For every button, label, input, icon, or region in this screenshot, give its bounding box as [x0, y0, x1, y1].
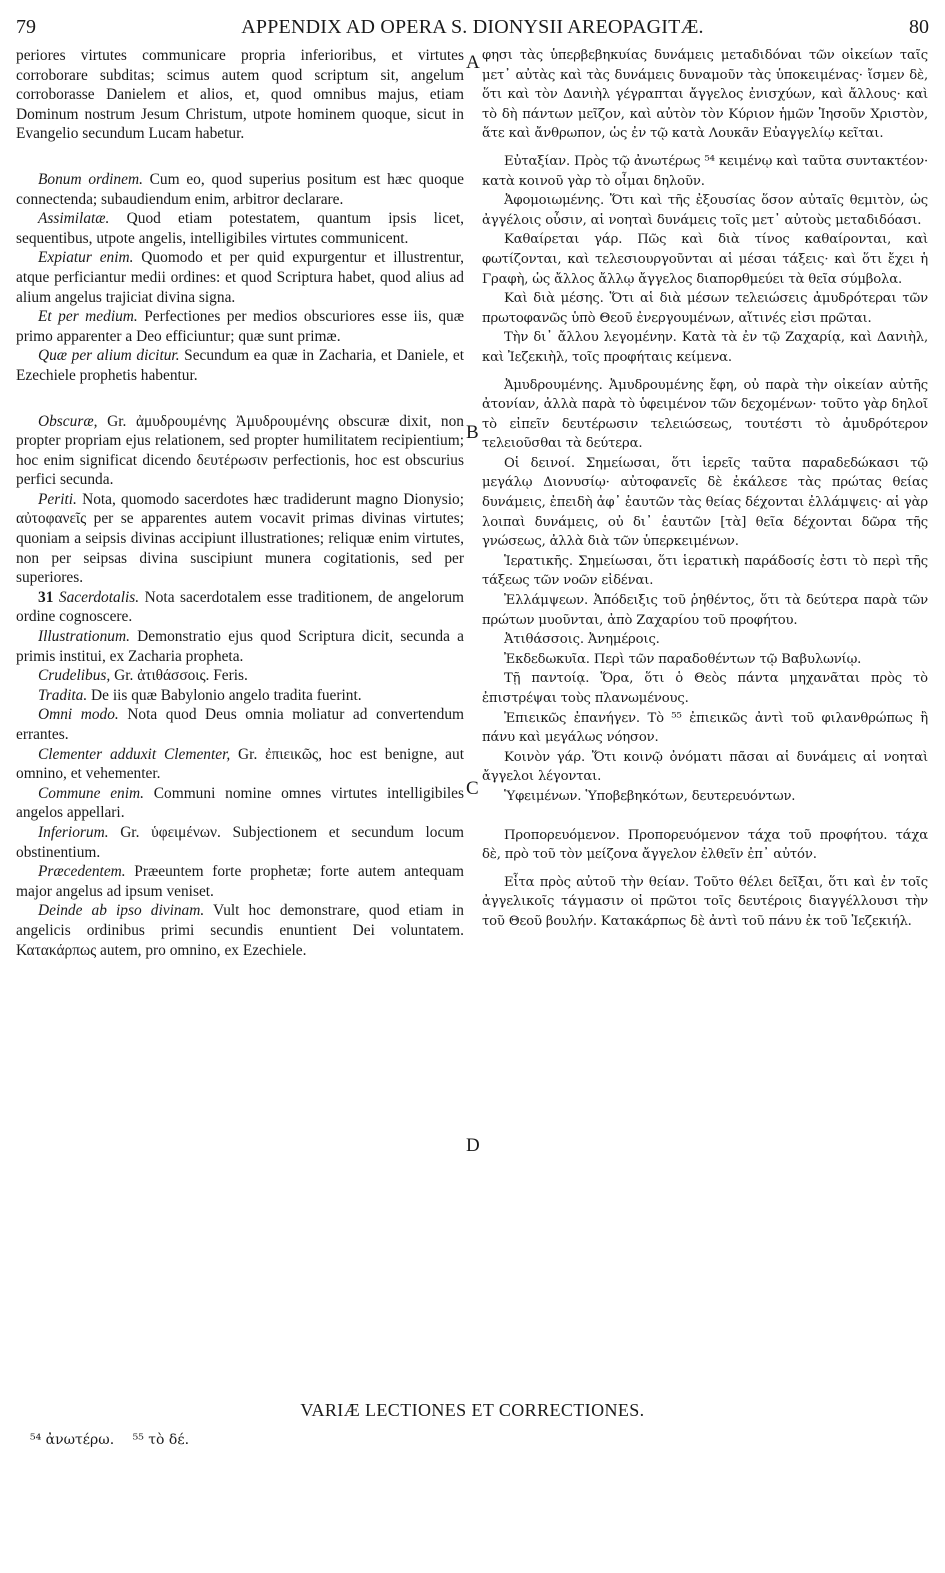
- commentary-text: Quod etiam potestatem, quantum ipsis licet, sequentibus, utpote angelis, intelligibiles virtutes communicent.: [16, 210, 464, 247]
- commentary-text: Præeuntem forte prophetæ; forte autem antequam major angelus ad ipsum veniset.: [16, 863, 464, 900]
- commentary-text: Quomodo et per quid expurgentur et illustrentur, atque perficiantur medii ordines: et quod Scriptura habet, quod alius ad alium angelus trajiciat divina signa.: [16, 249, 464, 306]
- commentary-text: Τὸ ⁵⁵ ἐπιεικῶς ἀντὶ τοῦ φιλανθρώπως ἢ πάνυ καὶ μεγάλως νόησον.: [482, 710, 929, 746]
- lemma: Τῇ παντοίᾳ.: [504, 671, 590, 687]
- greek-paragraph: [482, 328, 928, 367]
- greek-paragraph: [482, 748, 928, 787]
- lemma: Ὑφειμένων.: [504, 788, 582, 804]
- latin-paragraph: [16, 490, 464, 588]
- commentary-text: Ὅτι αἱ διὰ μέσων τελειώσεις ἀμυδρότεραι τῶν πρωτοφανῶς ὑπὸ Θεοῦ ἐνεργουμένων, αἵτινές εἰσι πρῶται.: [482, 291, 928, 326]
- latin-paragraph: [16, 307, 464, 346]
- lemma: Crudelibus,: [38, 667, 111, 685]
- footnote: ⁵⁴ ἀνωτέρω.: [30, 1432, 115, 1448]
- greek-paragraph: [482, 591, 928, 630]
- margin-letter-d: D: [466, 1135, 480, 1156]
- latin-paragraph: [16, 627, 464, 666]
- commentary-text: Προπορευόμενον τάχα τοῦ προφήτου. τάχα δὲ, πρὸ τοῦ τὸν μείζονα ἄγγελον ἐλθεῖν ἐπ᾽ αὐτόν.: [482, 827, 928, 863]
- greek-paragraph: [482, 873, 928, 932]
- lemma: Bonum ordinem.: [38, 170, 143, 188]
- greek-paragraph: [482, 630, 928, 650]
- commentary-text: periores virtutes communicare propria inferioribus, et virtutes corroborare subditas; scimus autem quod scriptum sit, angelum corroborasse Danielem et alios, et, quod omnibus majus, etiam Dominum nostrum Jesum Christum, utpote hominem quoque, sicut in Evangelio secundum Lucam habetur.: [16, 47, 464, 143]
- lemma: Ἐκδεδωκυῖα.: [504, 651, 590, 667]
- commentary-text: φησι τὰς ὑπερβεβηκυίας δυνάμεις μεταδιδόναι τῶν οἰκείων ταῖς μετ᾽ αὐτὰς καὶ τὰς δυνάμεις δυναμοῦν τὰς ὑποκειμένας· ἴσμεν δὲ, ὅτι καὶ τὸν Δανιὴλ γέγραπται ἄγγελος ἐνισχύων, καὶ ἄλλους· καὶ τὸ δὴ πάντων μεῖζον, καὶ αὐτὸν τὸν Κύριον ἡμῶν Ἰησοῦν Χριστὸν, ἅτε καὶ ἄνθρωπον, ὡς ἐν τῷ κατὰ Λουκᾶν Εὐαγγελίῳ κεῖται.: [482, 48, 928, 142]
- margin-letter-b: B: [466, 422, 479, 443]
- commentary-text: Σημείωσαι, ὅτι ἱερεῖς ταῦτα παραδεδώκασι τῷ μεγάλῳ Διονυσίῳ· αὐτοφανεῖς δὲ ἐκάλεσε τὰς πρώτας θείας δυνάμεις, ἐπειδὴ ἀφ᾽ ἑαυτῶν τὰς θείας δέχονται ἐλλάμψεις· αἱ γὰρ λοιπαὶ δυνάμεις, οὐ δι᾽ ἑαυτῶν [τὰ] θεῖα δέχονται δῶρα τῆς γνώσεως, ἀλλὰ διὰ τῶν ὑπερκειμένων.: [482, 455, 928, 550]
- margin-letter-c: C: [466, 778, 479, 799]
- paragraph-spacer: [482, 144, 928, 152]
- greek-paragraph: [482, 826, 928, 865]
- commentary-text: Demonstratio ejus quod Scriptura dicit, secunda a primis institui, ex Zacharia propheta.: [16, 628, 464, 665]
- greek-paragraph: [482, 709, 928, 748]
- latin-paragraph: [16, 823, 464, 862]
- commentary-text: Ἀπόδειξις τοῦ ῥηθέντος, ὅτι τὰ δεύτερα παρὰ τῶν πρώτων μυοῦνται, ἀπὸ Ζαχαρίου τοῦ προφήτου.: [482, 593, 928, 628]
- page-number-left: 79: [16, 16, 36, 38]
- commentary-text: Τοῦτο θέλει δεῖξαι, ὅτι καὶ ἐν τοῖς ἀγγελικοῖς τάγμασιν οἱ πρῶτοι τοῖς δευτέροις διαγγέλλουσι τὴν τοῦ Θεοῦ βουλήν. Κατακάρπως δὲ ἀντὶ τοῦ πάνυ ἐκ τοῦ Ἰεζεκιήλ.: [482, 874, 928, 929]
- latin-paragraph: [16, 686, 464, 706]
- lemma: Illustrationum.: [38, 628, 130, 646]
- section-number: 31: [38, 588, 54, 606]
- commentary-text: Ἀμυδρουμένης ἔφη, οὐ παρὰ τὴν οἰκείαν αὐτῆς ἀτονίαν, ἀλλὰ παρὰ τὸ ὑφειμένον τῶν δεχομένων· τοῦτο γὰρ δηλοῖ τὸ εἰπεῖν δευτέρωσιν τελειώσεως, τουτέστι τὸ ἀμυδρότερον τελειοῦσθαι τὰ δεύτερα.: [482, 377, 928, 452]
- lemma: Ἀφομοιωμένης.: [504, 193, 605, 209]
- commentary-text: Nota, quomodo sacerdotes hæc tradiderunt magno Dionysio; αὐτοφανεῖς per se apparentes autem vocavit primas divinas virtutes; quoniam a seipsis divinas accipiunt illustrationes; reliquæ enim virtutes, non per seipsas divina suscipiunt munera cogitationis, sed per superiores.: [16, 490, 464, 587]
- lemma: Clementer adduxit Clementer,: [38, 745, 231, 763]
- lemma: Præcedentem.: [38, 863, 126, 881]
- commentary-text: Perfectiones per medios obscuriores esse iis, quæ primo apparenter a Deo efficiuntur; quæ sunt primæ.: [16, 308, 464, 345]
- lemma: Ἀμυδρουμένης.: [504, 377, 603, 393]
- commentary-text: Gr. ἀτιθάσσοις. Feris.: [110, 667, 248, 685]
- latin-paragraph: [16, 901, 464, 960]
- footnote: ⁵⁵ τὸ δέ.: [132, 1432, 190, 1448]
- commentary-text: Secundum ea quæ in Zacharia, et Daniele, et Ezechiele prophetis habentur.: [16, 347, 465, 384]
- paragraph-spacer: [482, 807, 928, 826]
- page-number-right: 80: [909, 16, 929, 38]
- greek-paragraph: [482, 191, 928, 230]
- lemma: Εὐταξίαν.: [504, 153, 571, 169]
- lemma: Κοινὸν γάρ.: [504, 749, 586, 765]
- commentary-text: Gr. ἐπιεικῶς, hoc est benigne, aut omnino, et vehementer.: [16, 745, 464, 783]
- paragraph-spacer: [482, 368, 928, 376]
- lemma: Οἱ δεινοί.: [504, 455, 575, 471]
- lemma: Et per medium.: [38, 308, 138, 326]
- latin-paragraph: [16, 412, 464, 490]
- running-title: APPENDIX AD OPERA S. DIONYSII AREOPAGITÆ.: [241, 16, 704, 38]
- greek-paragraph: [482, 230, 928, 289]
- margin-letter-a: A: [466, 52, 480, 73]
- lemma: Ἐπιεικῶς ἐπανήγεν.: [504, 710, 640, 726]
- greek-paragraph: [482, 376, 928, 454]
- commentary-text: Πῶς καὶ διὰ τίνος καθαίρονται, καὶ φωτίζονται, καὶ τελεσιουργοῦνται αἱ μέσαι τάξεις· καὶ ὅτι ἔχει ἡ Γραφὴ, ὡς ἄλλος ἄλλῳ ἄγγελος διαπορθμεύει τὰ θεῖα σύμβολα.: [482, 232, 928, 287]
- commentary-text: Ὅρα, ὅτι ὁ Θεὸς πάντα μηχανᾶται πρὸς τὸ ἐπιστρέψαι τοὺς πλανωμένους.: [482, 671, 928, 706]
- commentary-text: Ὑποβεβηκότων, δευτερευόντων.: [581, 788, 796, 804]
- running-header: [0, 16, 945, 42]
- latin-paragraph: [16, 346, 464, 385]
- greek-paragraph: [482, 552, 928, 591]
- commentary-text: Nota sacerdotalem esse traditionem, de angelorum ordine cognoscere.: [16, 588, 464, 626]
- commentary-text: Communi nomine omnes virtutes intelligibiles angelos appellari.: [16, 784, 465, 822]
- commentary-text: Περὶ τῶν παραδοθέντων τῷ Βαβυλωνίῳ.: [589, 651, 862, 667]
- lemma: Προπορευόμενον.: [504, 827, 620, 843]
- lemma: Tradita.: [38, 686, 88, 704]
- footnotes: [30, 1432, 203, 1448]
- latin-paragraph: [16, 862, 464, 901]
- lemma: Τὴν δι᾽ ἄλλου λεγομένην.: [504, 330, 677, 346]
- greek-paragraph: [482, 650, 928, 670]
- lemma: Ἱερατικῆς.: [504, 553, 573, 569]
- commentary-text: Σημείωσαι, ὅτι ἱερατικὴ παράδοσίς ἐστι τὸ περὶ τῆς τάξεως τῶν νοῶν εἰδέναι.: [482, 553, 928, 589]
- greek-paragraph: [482, 46, 928, 144]
- lemma: Omni modo.: [38, 706, 119, 724]
- latin-column: [16, 46, 464, 960]
- lemma: Sacerdotalis.: [58, 588, 140, 606]
- commentary-text: Ἀνημέροις.: [583, 632, 660, 648]
- lemma: Deinde ab ipso divinam.: [38, 902, 205, 920]
- greek-paragraph: [482, 152, 928, 191]
- greek-paragraph: [482, 454, 928, 552]
- latin-paragraph: [16, 46, 464, 144]
- commentary-text: Nota quod Deus omnia moliatur ad convertendum errantes.: [16, 706, 464, 743]
- lemma: Καὶ διὰ μέσης.: [504, 291, 604, 307]
- paragraph-spacer: [16, 386, 464, 412]
- paragraph-spacer: [16, 144, 464, 170]
- latin-paragraph: [16, 784, 464, 823]
- lemma: Expiatur enim.: [38, 249, 134, 267]
- commentary-text: Gr. ἀμυδρουμένης Ἀμυδρουμένης obscuræ dixit, non propter propriam ejus relationem, sed propter humilitatem recipientium; hoc enim significat dicendo δευτέρωσιν perfectionis, hoc est obscurius perfici secunda.: [16, 412, 464, 489]
- latin-paragraph: [16, 248, 464, 307]
- greek-paragraph: [482, 787, 928, 807]
- lemma: Obscuræ,: [38, 412, 98, 430]
- lemma: Ἐλλάμψεων.: [504, 593, 589, 609]
- greek-column: [482, 46, 928, 932]
- latin-paragraph: [16, 705, 464, 744]
- latin-paragraph: [16, 588, 464, 627]
- lemma: Inferiorum.: [38, 823, 109, 841]
- greek-paragraph: [482, 289, 928, 328]
- commentary-text: Vult hoc demonstrare, quod etiam in angelicis ordinibus primi secundis enuntient Dei voluntatem. Κατακάρπως autem, pro omnino, ex Ezechiele.: [16, 902, 464, 959]
- commentary-text: Ὅτι κοινῷ ὀνόματι πᾶσαι αἱ δυνάμεις αἱ νοηταὶ ἄγγελοι λέγονται.: [482, 749, 928, 785]
- lemma: Εἶτα πρὸς αὐτοῦ τὴν θείαν.: [504, 874, 690, 890]
- latin-paragraph: [16, 209, 464, 248]
- latin-paragraph: [16, 745, 464, 784]
- latin-paragraph: [16, 170, 464, 209]
- lemma: Quæ per alium dicitur.: [38, 347, 180, 365]
- lemma: Assimilatæ.: [38, 210, 110, 228]
- lemma: Ἀτιθάσσοις.: [504, 632, 584, 648]
- lemma: Καθαίρεται γάρ.: [504, 232, 623, 248]
- variae-lectiones-heading: VARIÆ LECTIONES ET CORRECTIONES.: [300, 1400, 645, 1420]
- commentary-text: De iis quæ Babylonio angelo tradita fuerint.: [87, 686, 362, 704]
- commentary-text: Ὅτι καὶ τῆς ἐξουσίας ὅσον αὐταῖς θεμιτὸν, ὡς ἀγγέλοις οὖσιν, αἱ νοηταὶ δυνάμεις τοῖς μετ᾽ αὐτοὺς μεταδιδόασι.: [482, 193, 928, 228]
- greek-paragraph: [482, 669, 928, 708]
- commentary-text: Gr. ὑφειμένων. Subjectionem et secundum locum obstinentium.: [16, 823, 464, 861]
- lemma: Commune enim.: [38, 784, 144, 802]
- commentary-text: Cum eo, quod superius positum est hæc quoque connectenda; subaudiendum enim, arbitror declarare.: [16, 170, 464, 208]
- commentary-text: Κατὰ τὰ ἐν τῷ Ζαχαρίᾳ, καὶ Δανιὴλ, καὶ Ἰεζεκιὴλ, τοῖς προφήταις κείμενα.: [482, 330, 928, 365]
- lemma: Periti.: [38, 490, 77, 508]
- paragraph-spacer: [482, 865, 928, 873]
- latin-paragraph: [16, 666, 464, 686]
- commentary-text: Πρὸς τῷ ἀνωτέρως ⁵⁴ κειμένῳ καὶ ταῦτα συντακτέον· κατὰ κοινοῦ γὰρ τὸ οἶμαι δηλοῦν.: [482, 153, 928, 189]
